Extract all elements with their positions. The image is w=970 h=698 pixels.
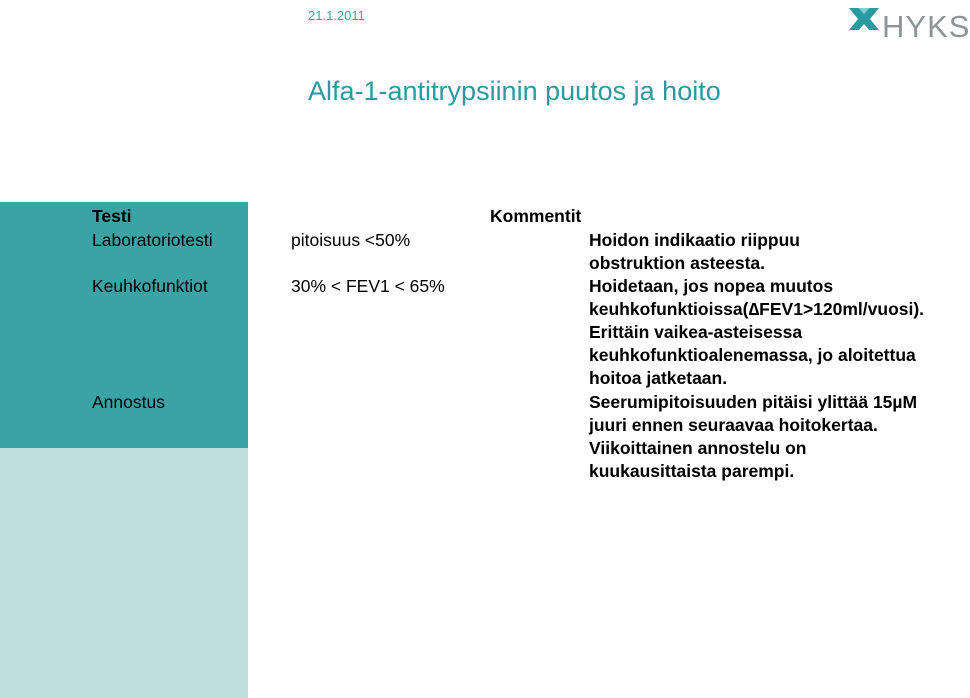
logo-text: HYKS [882,9,970,44]
level-laboratory: pitoisuus <50% [291,230,411,250]
hyks-logo [846,4,970,44]
comment-line: Erittäin vaikea-asteisessa [589,322,803,342]
test-dosage: Annostus [92,392,165,412]
slide-date: 21.1.2011 [308,8,365,23]
comment-line: keuhkofunktioissa(∆FEV1>120ml/vuosi). [589,299,925,319]
comment-line: keuhkofunktioalenemassa, jo aloitettua [589,345,916,365]
header-comment: Kommentit [490,206,582,226]
test-lung-function: Keuhkofunktiot [92,276,208,296]
test-laboratory: Laboratoriotesti [92,230,213,250]
comment-line: Seerumipitoisuuden pitäisi ylittää 15µM [589,392,918,412]
comment-line: Hoidon indikaatio riippuu [589,230,800,250]
comment-line: Viikoittainen annostelu on [589,438,807,458]
comment-line: Hoidetaan, jos nopea muutos [589,276,834,296]
page-title: Alfa-1-antitrypsiinin puutos ja hoito [308,76,721,106]
comment-line: hoitoa jatketaan. [589,368,728,388]
level-lung-function: 30% < FEV1 < 65% [291,276,445,296]
left-band-light [0,448,248,698]
comment-line: kuukausittaista parempi. [589,461,795,481]
header-test: Testi [92,206,132,226]
hyks-cross-icon [846,4,882,34]
comment-line: juuri ennen seuraavaa hoitokertaa. [589,415,878,435]
comment-line: obstruktion asteesta. [589,253,766,273]
